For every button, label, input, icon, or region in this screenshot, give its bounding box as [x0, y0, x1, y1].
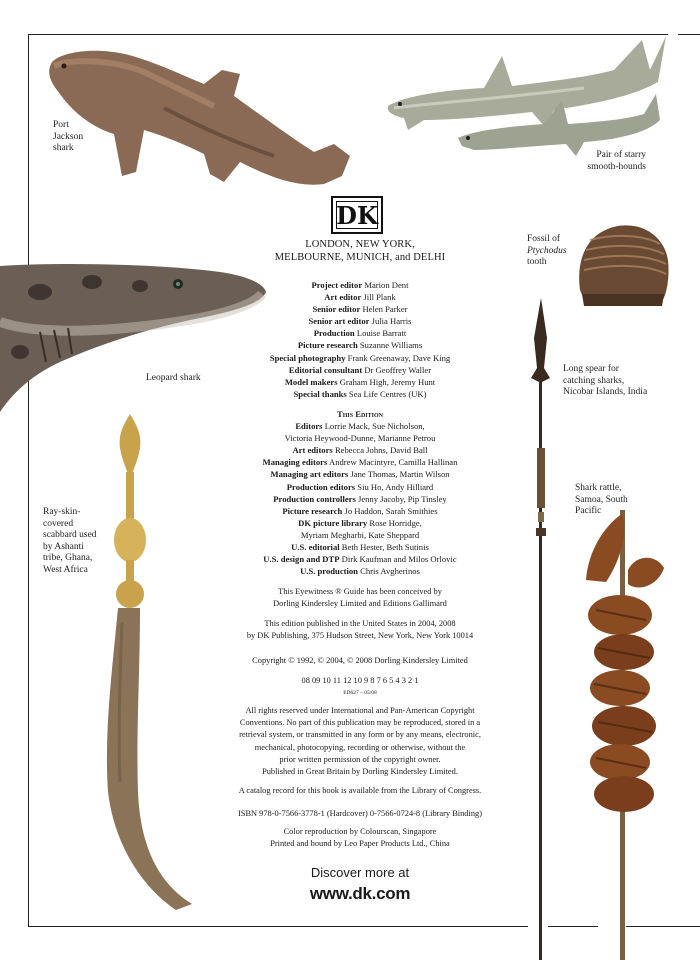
discover-more-text: Discover more at [310, 865, 410, 880]
caption-line: tribe, Ghana, [43, 553, 93, 563]
leopard-shark-caption: Leopard shark [146, 373, 201, 383]
credit-role: Production [313, 328, 355, 339]
frame-left-line [28, 34, 29, 926]
dk-logo [331, 196, 383, 234]
credit-names: Beth Hester, Beth Sutinis [341, 542, 429, 553]
credit-names: Louise Barratt [356, 328, 407, 339]
credit-role: Picture research [297, 340, 358, 351]
credit-row [218, 553, 502, 565]
conceived-notice [218, 586, 502, 610]
credit-names: Rebecca Johns, David Ball [334, 445, 428, 456]
credit-row [218, 432, 502, 444]
caption-italic: Ptychodus [527, 245, 567, 256]
para-line: Color reproduction by Colourscan, Singapore [283, 827, 437, 836]
credit-row [218, 541, 502, 553]
para-line: Printed and bound by Leo Paper Products Ltd., China [270, 839, 450, 849]
credit-names: Jill Plank [363, 292, 396, 303]
credit-row [218, 493, 502, 505]
rights-notice [218, 705, 502, 778]
caption-line: Long spear for [563, 364, 619, 374]
caption-line: by Ashanti [43, 541, 84, 552]
caption-line: covered [43, 518, 74, 529]
caption-line: smooth-hounds [587, 161, 646, 172]
published-notice [218, 618, 502, 642]
credit-names: Suzanne Williams [359, 340, 423, 351]
caption-line: Ray-skin- [43, 507, 81, 517]
scabbard-image [96, 412, 212, 912]
credit-row [218, 529, 502, 541]
credit-names: Myriam Megharbi, Kate Sheppard [300, 529, 420, 540]
publisher-line: LONDON, NEW YORK, [305, 239, 415, 250]
dk-logo-text: DK [336, 201, 378, 230]
reproduction-notice [218, 826, 502, 850]
credit-row [218, 505, 502, 517]
credit-row [218, 468, 502, 480]
credit-names: Graham High, Jeremy Hunt [339, 376, 436, 387]
publisher-cities [218, 238, 502, 264]
credit-role: Special photography [269, 352, 346, 363]
credit-row [218, 444, 502, 456]
credit-names: Rose Horridge, [369, 517, 422, 528]
credit-row [218, 517, 502, 529]
para-line: mechanical, photocopying, recording or otherwise, without the [254, 742, 466, 752]
credit-names: Jenny Jacoby, Pip Tinsley [357, 493, 447, 504]
para-line: This Eyewitness ® Guide has been conceived by [278, 587, 442, 596]
caption-line: catching sharks, [563, 375, 625, 386]
port-jackson-caption [53, 120, 83, 155]
credit-role: U.S. production [300, 566, 358, 577]
frame-top-right-line [678, 34, 700, 35]
credit-role: Art editors [292, 445, 333, 456]
spear-caption [563, 364, 647, 399]
credit-names: Julia Harris [371, 316, 412, 327]
credit-role: Production controllers [273, 493, 356, 504]
publisher-line: MELBOURNE, MUNICH, and DELHI [274, 252, 446, 263]
credit-names: Victoria Heywood-Dunne, Marianne Petrou [284, 433, 436, 444]
credit-names: Dirk Kaufman and Milos Orlovic [341, 554, 457, 565]
credit-names: Lorrie Mack, Sue Nicholson, [324, 421, 425, 432]
credit-role: Picture research [282, 505, 343, 516]
credit-role: Senior art editor [308, 316, 370, 327]
credit-row [218, 456, 502, 468]
credit-row [218, 481, 502, 493]
credit-names: Marion Dent [364, 280, 409, 290]
credit-role: Art editor [324, 292, 362, 303]
caption-line: Pair of starry [596, 150, 646, 160]
caption-line: scabbard used [43, 530, 97, 540]
credit-role: Managing art editors [270, 469, 349, 480]
para-line: Dorling Kindersley Limited and Editions Gallimard [273, 599, 447, 609]
credit-names: Frank Greenaway, Dave King [347, 352, 451, 363]
copyright-notice: Copyright © 1992, © 2004, © 2008 Dorling Kindersley Limited [252, 656, 468, 665]
caption-line: Shark rattle, [575, 483, 622, 493]
fossil-tooth-image [572, 220, 672, 308]
credit-role: U.S. editorial [291, 542, 340, 553]
credit-names: Chris Avgherinos [360, 566, 420, 577]
credit-names: Jo Haddon, Sarah Smithies [344, 505, 438, 516]
para-line: Published in Great Britain by Dorling Kindersley Limited. [262, 767, 458, 777]
caption-line: tooth [527, 257, 547, 267]
credit-role: Model makers [284, 376, 338, 387]
caption-line: Samoa, South [575, 494, 628, 505]
starry-smooth-hounds-caption [578, 150, 646, 173]
edition-heading: This Edition [337, 409, 383, 419]
catalog-notice: A catalog record for this book is available from the Library of Congress. [238, 786, 482, 795]
credit-role: Special thanks [293, 388, 347, 399]
caption-line: Fossil of [527, 234, 560, 244]
credit-names: Dr Geoffrey Waller [364, 364, 432, 375]
shark-rattle-image [576, 510, 676, 960]
leopard-shark-image [0, 262, 270, 422]
para-line: Conventions. No part of this publication may be reproduced, stored in a [239, 718, 481, 728]
caption-line: Port [53, 120, 69, 130]
credit-names: Siu Ho, Andy Hilliard [357, 481, 434, 492]
credit-role: Managing editors [262, 457, 328, 468]
credit-row [218, 565, 502, 577]
credit-role: Senior editor [312, 304, 361, 315]
credit-role: Editors [295, 421, 323, 432]
rattle-caption [575, 483, 628, 518]
caption-line: Pacific [575, 506, 602, 516]
credit-role: Project editor [311, 280, 363, 290]
frame-bottom-line [28, 926, 528, 927]
credit-names: Sea Life Centres (UK) [348, 388, 427, 399]
credit-names: Jane Thomas, Martin Wilson [350, 469, 450, 480]
credit-names: Andrew Macintyre, Camilla Hallinan [329, 457, 458, 468]
isbn: ISBN 978-0-7566-3778-1 (Hardcover) 0-7566-0724-8 (Library Binding) [238, 809, 482, 818]
credit-role: U.S. design and DTP [263, 554, 340, 565]
fossil-caption [527, 234, 567, 269]
caption-line: shark [53, 143, 74, 153]
credit-names: Helen Parker [362, 304, 408, 315]
caption-line [527, 246, 567, 258]
long-spear-image [526, 298, 556, 960]
caption-line: West Africa [43, 564, 88, 575]
para-line: This edition published in the United States in 2004, 2008 [264, 619, 456, 628]
credit-role: Production editors [286, 481, 356, 492]
port-jackson-shark-image [44, 44, 354, 194]
caption-line: Jackson [53, 131, 84, 142]
credit-role: Editorial consultant [288, 364, 363, 375]
credit-role: DK picture library [298, 517, 368, 528]
scabbard-caption [43, 507, 97, 576]
print-code: ED627 – 05/08 [343, 690, 377, 696]
para-line: All rights reserved under International and Pan-American Copyright [245, 706, 475, 715]
caption-line: Nicobar Islands, India [563, 387, 648, 397]
para-line: prior written permission of the copyright owner. [279, 754, 441, 764]
para-line: retrieval system, or transmitted in any form or by any means, electronic, [239, 730, 481, 740]
edition-credits-list [218, 408, 502, 577]
dk-website-link[interactable]: www.dk.com [309, 884, 411, 903]
para-line: by DK Publishing, 375 Hudson Street, New York, New York 10014 [246, 631, 474, 641]
print-line: 08 09 10 11 12 10 9 8 7 6 5 4 3 2 1 [301, 676, 419, 685]
